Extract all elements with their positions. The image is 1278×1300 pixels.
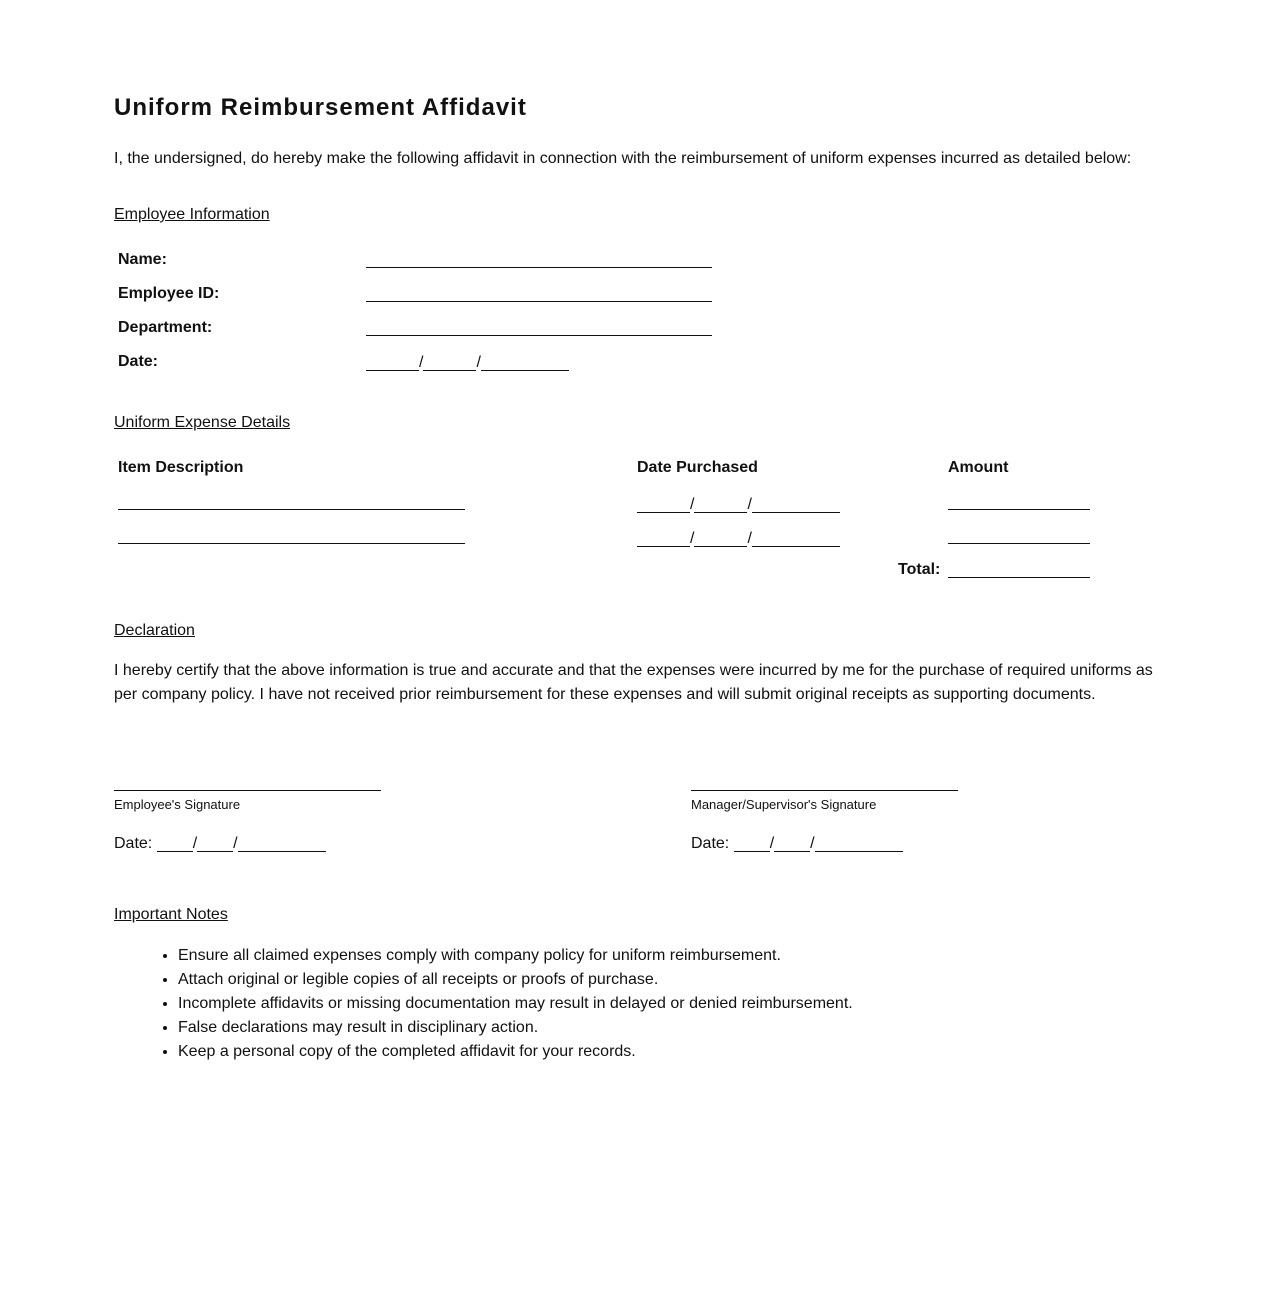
date-year-blank[interactable] <box>752 530 840 547</box>
date-month-blank[interactable] <box>734 835 770 852</box>
list-item: • Ensure all claimed expenses comply with company policy for uniform reimbursement. <box>178 944 853 968</box>
name-label: Name: <box>118 251 167 268</box>
list-item: • Keep a personal copy of the completed affidavit for your records. <box>178 1040 853 1064</box>
list-item: • Incomplete affidavits or missing documentation may result in delayed or denied reimbursement. <box>178 992 853 1016</box>
employee-info-heading: Employee Information <box>114 206 270 223</box>
page-title: Uniform Reimbursement Affidavit <box>114 94 527 121</box>
date-separator: / <box>769 835 775 852</box>
date-separator: / <box>690 530 695 547</box>
employee-signature-date[interactable] <box>114 834 326 852</box>
date-day-blank[interactable] <box>694 530 747 547</box>
name-field[interactable] <box>366 267 712 268</box>
date-day-blank[interactable] <box>774 835 810 852</box>
date-month-blank[interactable] <box>637 530 690 547</box>
date-separator: / <box>690 496 695 513</box>
list-item: • Attach original or legible copies of all receipts or proofs of purchase. <box>178 968 853 992</box>
item-description-field[interactable] <box>118 543 465 544</box>
date-separator: / <box>747 530 752 547</box>
date-year-blank[interactable] <box>752 496 840 513</box>
date-month-blank[interactable] <box>157 835 193 852</box>
date-day-blank[interactable] <box>694 496 747 513</box>
amount-header: Amount <box>948 459 1009 476</box>
employee-date-field[interactable] <box>366 353 569 371</box>
signature-date-label: Date: <box>114 835 153 852</box>
list-item: • False declarations may result in disciplinary action. <box>178 1016 853 1040</box>
date-month-blank[interactable] <box>637 496 690 513</box>
amount-field[interactable] <box>948 509 1090 510</box>
intro-text: I, the undersigned, do hereby make the following affidavit in connection with the reimbursement of uniform expenses incurred as detailed below: <box>114 150 1132 167</box>
important-notes-heading: Important Notes <box>114 906 228 923</box>
manager-signature-date[interactable] <box>691 834 903 852</box>
declaration-text: I hereby certify that the above information is true and accurate and that the expenses were incurred by me for the purchase of required uniforms as per company policy. I have not received prior reimbursement for these expenses and will submit original receipts as supporting documents. <box>114 662 1153 703</box>
date-year-blank[interactable] <box>238 835 326 852</box>
employee-id-field[interactable] <box>366 301 712 302</box>
date-separator: / <box>419 354 424 371</box>
department-label: Department: <box>118 319 213 336</box>
manager-signature-line[interactable] <box>691 790 958 791</box>
item-description-header: Item Description <box>118 459 244 476</box>
date-label: Date: <box>118 353 159 370</box>
signature-date-label: Date: <box>691 835 730 852</box>
date-month-blank[interactable] <box>366 354 419 371</box>
date-separator: / <box>476 354 481 371</box>
date-separator: / <box>747 496 752 513</box>
date-day-blank[interactable] <box>423 354 476 371</box>
employee-signature-line[interactable] <box>114 790 381 791</box>
total-label: Total: <box>898 561 941 578</box>
employee-signature-label: Employee's Signature <box>114 797 241 812</box>
date-day-blank[interactable] <box>197 835 233 852</box>
date-year-blank[interactable] <box>815 835 903 852</box>
amount-field[interactable] <box>948 543 1090 544</box>
purchase-date-field[interactable] <box>637 529 840 547</box>
department-field[interactable] <box>366 335 712 336</box>
declaration-heading: Declaration <box>114 622 195 639</box>
purchase-date-field[interactable] <box>637 495 840 513</box>
item-description-field[interactable] <box>118 509 465 510</box>
date-separator: / <box>192 835 198 852</box>
date-separator: / <box>810 835 815 852</box>
date-purchased-header: Date Purchased <box>637 459 758 476</box>
expense-details-heading: Uniform Expense Details <box>114 414 291 431</box>
manager-signature-label: Manager/Supervisor's Signature <box>691 797 877 812</box>
date-year-blank[interactable] <box>481 354 569 371</box>
employee-id-label: Employee ID: <box>118 285 220 302</box>
important-notes-list <box>114 944 853 1064</box>
date-separator: / <box>233 835 238 852</box>
total-amount-field[interactable] <box>948 577 1090 578</box>
